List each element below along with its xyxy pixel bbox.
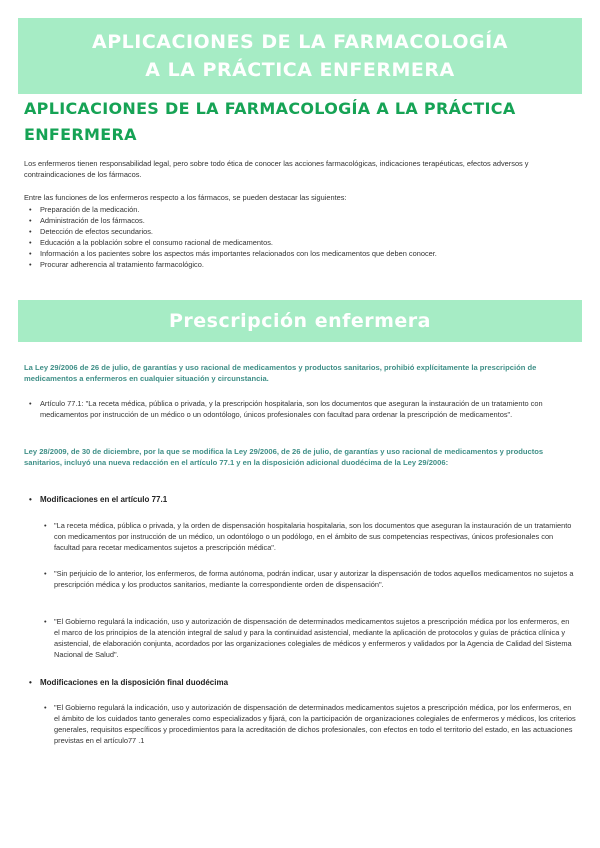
title-banner-line-1: APLICACIONES DE LA FARMACOLOGÍA [92,31,508,53]
list-item: • Preparación de la medicación. [24,204,576,215]
law-2009-paragraph: Ley 28/2009, de 30 de diciembre, por la que se modifica la Ley 29/2006, de 26 de julio, de garantías y uso racional de medicamentos y productos sanitarios, incluyó una nueva redacción en el artículo 77.1 y en la disposición adicional duodécima de la Ley 29/2006: [24,447,544,467]
quote-item: • "El Gobierno regulará la indicación, uso y autorización de dispensación de determinados medicamentos sujetos a prescripción médica por los enfermeros, en el marco de los principios de la atención integral de salud y para la continuidad asistencial, mediante la aplicación de protocolos y guías de práctica clínica y asistencial, de elaboración conjunta, acordados por las organizaciones colegiales de médicos y enfermeros y validados por la Agencia de Calidad del Sistema Nacional de Salud". [40,616,576,660]
list-item: • Artículo 77.1: "La receta médica, pública o privada, y la prescripción hospitalaria, son los documentos que aseguran la instauración de un tratamiento con medicamentos por instrucción de un médico o un odontólogo, únicos profesionales con facultad para ordenar la prescripción de medicamentos". [24,398,576,420]
law-2006-paragraph: La Ley 29/2006 de 26 de julio, de garantías y uso racional de medicamentos y productos sanitarios, prohibió explícitamente la prescripción de medicamentos a enfermeros en cualquier situación y circunstancia. [24,363,537,383]
title-banner [18,18,582,94]
list-item: • Administración de los fármacos. [24,215,576,226]
functions-lead: Entre las funciones de los enfermeros respecto a los fármacos, se pueden destacar las siguientes: [24,193,347,202]
title-banner-line-2: A LA PRÁCTICA ENFERMERA [145,59,455,81]
modifications-disposition-heading: • Modificaciones en la disposición final duodécima [24,677,592,688]
list-item: • Educación a la población sobre el consumo racional de medicamentos. [24,237,576,248]
list-item: • Procurar adherencia al tratamiento farmacológico. [24,259,576,270]
prescription-banner [18,300,582,342]
section-heading: APLICACIONES DE LA FARMACOLOGÍA A LA PRÁCTICA ENFERMERA [24,99,516,144]
list-item: • Detección de efectos secundarios. [24,226,576,237]
quote-item: • "Sin perjuicio de lo anterior, los enfermeros, de forma autónoma, podrán indicar, usar y autorizar la dispensación de todos aquellos medicamentos no sujetos a prescripción médica y los productos sanitarios, mediante la correspondiente orden de dispensación". [40,568,576,590]
functions-list [24,204,576,270]
prescription-banner-title: Prescripción enfermera [168,310,432,332]
list-item: • Información a los pacientes sobre los aspectos más importantes relacionados con los medicamentos que deben conocer. [24,248,576,259]
intro-paragraph: Los enfermeros tienen responsabilidad legal, pero sobre todo ética de conocer las acciones farmacológicas, indicaciones terapéuticas, efectos adversos y contraindicaciones de los fármacos. [24,159,529,179]
article-77-list [24,398,576,420]
quote-item: • "La receta médica, pública o privada, y la orden de dispensación hospitalaria hospitalaria, son los documentos que aseguran la instauración de un tratamiento con medicamentos por instrucción de un médico, un odontólogo o un podólogo, en el ámbito de sus competencias respectivas, únicos profesionales con facultad para recetar medicamentos sujetos a prescripción médica". [40,520,576,553]
modifications-article-heading: • Modificaciones en el artículo 77.1 [24,494,592,505]
quote-item: • "El Gobierno regulará la indicación, uso y autorización de dispensación de determinados medicamentos sujetos a prescripción médica, por los enfermeros, en el ámbito de los cuidados tanto generales como especializados y fijará, con la participación de organizaciones colegiales de enfermeros y médicos, los criterios generales, requisitos específicos y procedimientos para la acreditación de dichos profesionales, con efectos en todo el territorio del estado, en las actuaciones previstas en el artículo77 .1 [40,702,576,746]
